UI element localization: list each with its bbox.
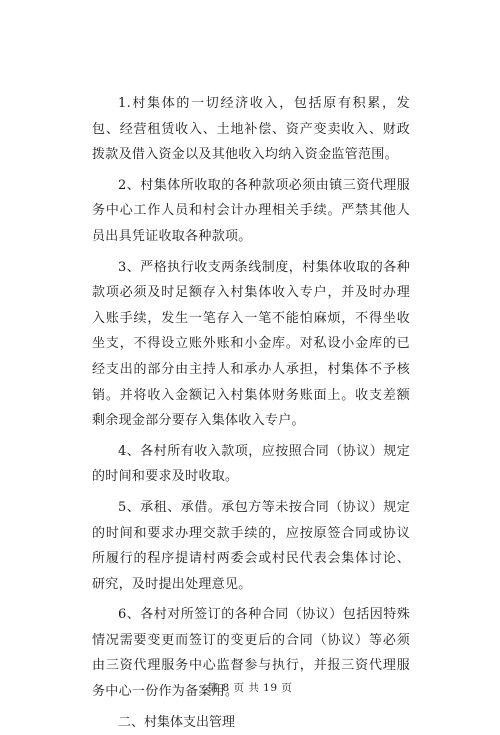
paragraph-2: 2、村集体所收取的各种款项必须由镇三资代理服务中心工作人员和村会计办理相关手续。严禁其他人员出具凭证收取各种款项。	[92, 177, 410, 244]
paragraph-1: 1.村集体的一切经济收入，包括原有积累，发包、经营租赁收入、土地补偿、资产变卖收入、财政拨款及借入资金以及其他收入均纳入资金监管范围。	[92, 96, 410, 163]
section-heading: 二、村集体支出管理	[118, 714, 236, 730]
paragraph-6: 6、各村对所签订的各种合同（协议）包括因特殊情况需要变更而签订的变更后的合同（协议）等必须由三资代理服务中心监督参与执行，并报三资代理服务中心一份作为备案用。	[92, 607, 410, 700]
document-body	[92, 91, 410, 735]
paragraph-3: 3、严格执行收支两条线制度，村集体收取的各种款项必须及时足额存入村集体收入专户，并及时办理入账手续，发生一笔存入一笔不能怕麻烦，不得坐收坐支，不得设立账外账和小金库。对私设小金库的已经支出的部分由主持人和承办人承担，村集体不予核销。并将收入金额记入村集体财务账面上。收支差额剩余现金部分要存入集体收入专户。	[92, 259, 410, 429]
paragraph-5: 5、承租、承借。承包方等未按合同（协议）规定的时间和要求办理交款手续的，应按原签合同或协议所履行的程序提请村两委会或村民代表会集体讨论、研究，及时提出处理意见。	[92, 499, 410, 592]
page-number-footer: 第 8 页 共 19 页	[207, 682, 293, 694]
paragraph-4: 4、各村所有收入款项，应按照合同（协议）规定的时间和要求及时收取。	[92, 443, 410, 485]
